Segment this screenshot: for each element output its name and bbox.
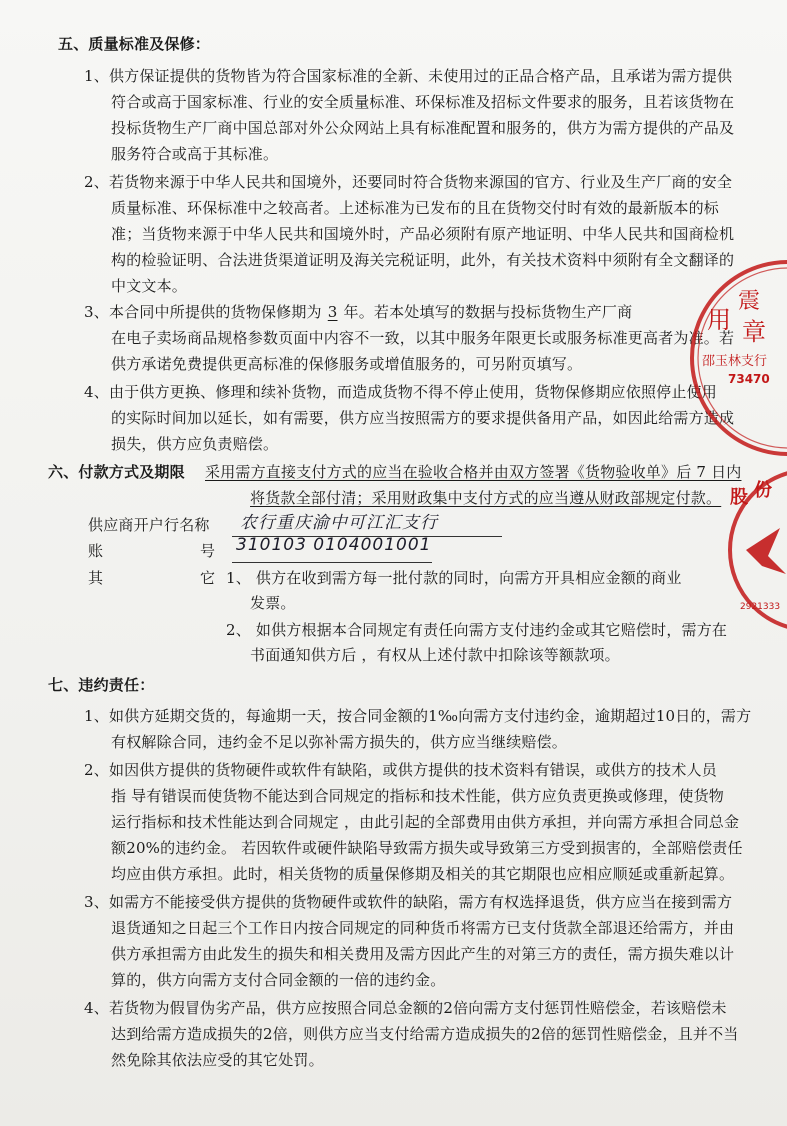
seal-1-text: 邵玉林支行 xyxy=(702,354,768,369)
clause-5-1-line: 1、供方保证提供的货物皆为符合国家标准的全新、未使用过的正品合格产品，且承诺为需方提供 xyxy=(84,67,733,85)
payment-terms-line: 将货款全部付清；采用财政集中支付方式的应当遵从财政部规定付款。 xyxy=(250,489,722,507)
clause-5-2-line: 准；当货物来源于中华人民共和国境外时，产品必须附有原产地证明、中华人民共和国商检机 xyxy=(111,225,735,243)
seal-2-number: 2921333 xyxy=(740,602,781,612)
clause-5-2-line: 质量标准、环保标准中之较高者。上述标准为已发布的且在货物交付时有效的最新版本的标 xyxy=(111,199,720,217)
seal-1-char: 震 xyxy=(738,289,761,314)
other-label-b: 它 xyxy=(200,569,216,587)
clause-5-3-line: 供方承诺免费提供更高标准的保修服务或增值服务的，可另附页填写。 xyxy=(111,355,583,373)
clause-5-3-line xyxy=(84,302,632,322)
clause-5-1-line: 服务符合或高于其标准。 xyxy=(111,145,279,163)
bank-name-handwritten: 农行重庆渝中可江汇支行 xyxy=(240,513,438,533)
clause-7-4-line: 然免除其依法应受的其它处罚。 xyxy=(111,1051,324,1069)
account-label-a: 账 xyxy=(88,542,104,560)
clause-5-1-line: 投标货物生产厂商中国总部对外公众网站上具有标准配置和服务的，供方为需方提供的产品及 xyxy=(111,119,735,137)
clause-5-3-line: 在电子卖场商品规格参数页面中内容不一致，以其中服务年限更长或服务标准更高者为准。若 xyxy=(111,329,735,347)
account-handwritten: 310103 0104001001 xyxy=(236,535,432,555)
other-item-1-cont: 发票。 xyxy=(250,594,296,612)
account-label-b: 号 xyxy=(200,542,216,560)
seal-2-char: 股 xyxy=(730,487,748,508)
clause-5-1-line: 符合或高于国家标准、行业的安全质量标准、环保标准及招标文件要求的服务，且若该货物在 xyxy=(111,93,735,111)
clause-7-3-line: 算的，供方向需方支付合同金额的一倍的违约金。 xyxy=(111,971,446,989)
warranty-pre: 3、本合同中所提供的货物保修期为 xyxy=(84,303,322,321)
clause-5-4-line: 4、由于供方更换、修理和续补货物，而造成货物不得不停止使用，货物保修期应依照停止使用 xyxy=(84,383,717,401)
clause-7-4-line: 4、若货物为假冒伪劣产品，供方应按照合同总金额的2倍向需方支付惩罚性赔偿金，若该赔偿未 xyxy=(84,999,727,1017)
seal-1-char: 用 xyxy=(707,306,731,334)
clause-5-4-line: 损失，供方应负责赔偿。 xyxy=(111,435,279,453)
clause-5-2-line: 构的检验证明、合法进货渠道证明及海关完税证明，此外，有关技术资料中须附有全文翻译的 xyxy=(111,251,735,269)
clause-7-1-line: 有权解除合同，违约金不足以弥补需方损失的，供方应当继续赔偿。 xyxy=(111,733,568,751)
clause-7-3-line: 退货通知之日起三个工作日内按合同规定的同种货币将需方已支付货款全部退还给需方，并由 xyxy=(111,919,735,937)
warranty-post: 年。若本处填写的数据与投标货物生产厂商 xyxy=(343,303,633,321)
warranty-years: 3 xyxy=(327,303,338,321)
clause-7-1-line: 1、如供方延期交货的，每逾期一天，按合同金额的1‰向需方支付违约金，逾期超过10日的，需方 xyxy=(84,707,752,725)
clause-7-3-line: 供方承担需方由此发生的损失和相关费用及需方因此产生的对第三方的责任，需方损失难以计 xyxy=(111,945,735,963)
clause-7-3-line: 3、如需方不能接受供方提供的货物硬件或软件的缺陷，需方有权选择退货，供方应当在接到需方 xyxy=(84,893,733,911)
clause-5-2-line: 中文文本。 xyxy=(111,277,188,295)
clause-7-2-line: 运行指标和技术性能达到合同规定 ，由此引起的全部费用由供方承担，并向需方承担合同总金 xyxy=(111,813,740,831)
section-6-title: 六、付款方式及期限 xyxy=(48,463,185,481)
clause-5-2-line: 2、若货物来源于中华人民共和国境外，还要同时符合货物来源国的官方、行业及生产厂商的安全 xyxy=(84,173,733,191)
clause-5-4-line: 的实际时间加以延长，如有需要，供方应当按照需方的要求提供备用产品，如因此给需方造成 xyxy=(111,409,735,427)
section-7-title: 七、违约责任： xyxy=(48,676,155,694)
seal-1-number: 73470 xyxy=(728,372,770,386)
clause-7-4-line: 达到给需方造成损失的2倍，则供方应当支付给需方造成损失的2倍的惩罚性赔偿金，且并不当 xyxy=(111,1025,739,1043)
clause-7-2-line: 指 导有错误而使货物不能达到合同规定的指标和技术性能，供方应负责更换或修理，使货物 xyxy=(111,787,724,805)
other-item-1: 1、 供方在收到需方每一批付款的同时，向需方开具相应金额的商业 xyxy=(226,569,682,587)
seal-2-char: 份 xyxy=(754,480,772,501)
seal-1-char: 章 xyxy=(742,318,766,346)
other-item-2-cont: 书面通知供方后 ，有权从上述付款中扣除该等额款项。 xyxy=(250,646,620,664)
clause-7-2-line: 均应由供方承担。此时，相关货物的质量保修期及相关的其它期限也应相应顺延或重新起算。 xyxy=(111,865,735,883)
clause-7-2-line: 2、如因供方提供的货物硬件或软件有缺陷，或供方提供的技术资料有错误，或供方的技术人员 xyxy=(84,761,717,779)
section-5-title: 五、质量标准及保修： xyxy=(58,35,211,53)
clause-7-2-line: 额20%的违约金。 若因软件或硬件缺陷导致需方损失或导致第三方受到损害的，全部赔偿责任 xyxy=(111,839,743,857)
other-label-a: 其 xyxy=(88,569,104,587)
other-item-2: 2、 如供方根据本合同规定有责任向需方支付违约金或其它赔偿时，需方在 xyxy=(226,621,728,639)
bank-name-label: 供应商开户行名称 xyxy=(88,516,210,534)
payment-terms-line: 采用需方直接支付方式的应当在验收合格并由双方签署《货物验收单》后 7 日内 xyxy=(205,463,742,481)
account-underline xyxy=(232,562,432,563)
